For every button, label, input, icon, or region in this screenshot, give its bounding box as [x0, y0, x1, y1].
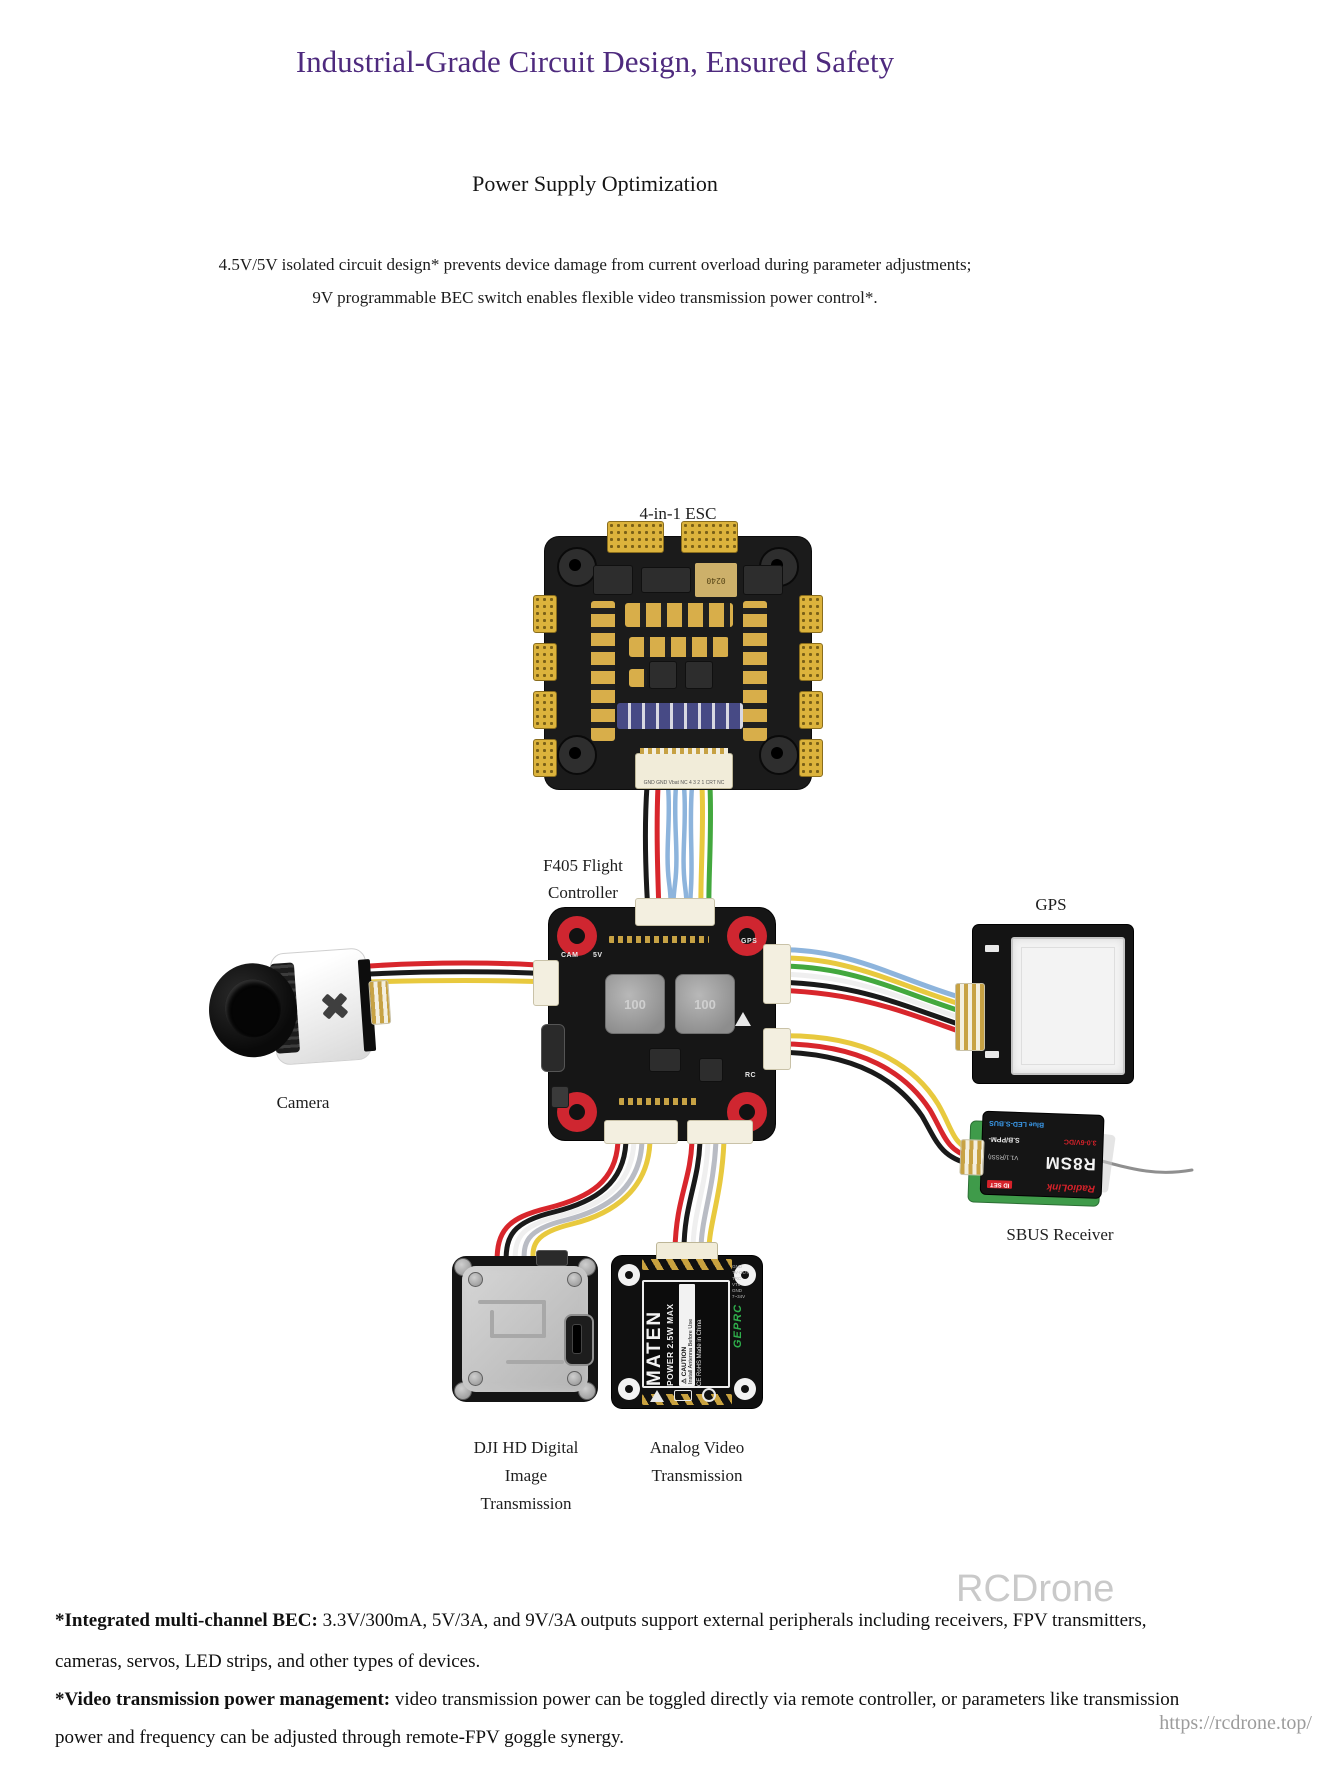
screw — [468, 1371, 483, 1386]
esc-capacitor-chip: 0240 — [695, 563, 737, 597]
wire-sbus-red — [772, 1044, 970, 1157]
esc-board — [545, 537, 811, 789]
screw — [468, 1272, 483, 1287]
id-set-badge: ID SET — [987, 1180, 1013, 1189]
dji-wire-connector — [536, 1250, 568, 1266]
esc-label: 4-in-1 ESC — [639, 504, 717, 523]
footnote-1-line1 — [55, 1610, 1305, 1632]
radiolink-logo: RadioLink — [1046, 1181, 1096, 1194]
mount-hole — [618, 1264, 640, 1286]
pin-label: 7~34V — [732, 1294, 746, 1299]
esc-mount-grommet — [759, 735, 799, 775]
mount-hole — [618, 1378, 640, 1400]
esc-fet-block — [593, 565, 633, 595]
dji-vtx-unit — [452, 1256, 598, 1402]
warning-triangle-icon — [650, 1390, 664, 1402]
wire-sbus-black — [772, 1052, 970, 1164]
model-label: R8SM — [1044, 1152, 1097, 1174]
wire-esc-blue-4 — [690, 786, 692, 912]
version-label: V1.1(RSSI) — [987, 1152, 1019, 1160]
wire-vtx-gray — [701, 1140, 716, 1250]
esc-driver-ic — [649, 661, 677, 689]
camera-label: Camera — [276, 1093, 330, 1112]
silk-gps-label: GPS — [741, 938, 758, 945]
intro-line-2: 9V programmable BEC switch enables flexible video transmission power control*. — [312, 288, 878, 307]
fc-arrow-logo — [735, 1012, 751, 1026]
fc-bottom-left-connector — [604, 1120, 678, 1144]
geprc-logo: GEPRC — [731, 1303, 744, 1349]
esc-side-header — [533, 595, 557, 633]
wire-vtx-white — [693, 1140, 708, 1250]
grommet-hole — [569, 1104, 585, 1120]
fc-rc-connector — [763, 1028, 791, 1070]
power-box-icon — [674, 1390, 692, 1401]
lens-glass — [223, 977, 283, 1039]
esc-side-header — [533, 691, 557, 729]
footnote-2-line1 — [55, 1689, 1305, 1711]
silk-5v-label: 5V — [593, 952, 603, 959]
watermark: RCDrone — [956, 1568, 1115, 1610]
wire-camera-yellow — [370, 981, 552, 983]
rf-signal-icon — [702, 1388, 716, 1402]
footnote-1-line2: cameras, servos, LED strips, and other types of devices. — [55, 1651, 481, 1672]
esc-pin-labels: GND GND Vbat NC 4 3 2 1 CRT NC — [643, 780, 725, 786]
fc-label-line2: Controller — [548, 883, 618, 902]
intro-line-1: 4.5V/5V isolated circuit design* prevents device damage from current overload during parameter adjustments; — [218, 255, 972, 274]
fpv-camera — [211, 940, 389, 1076]
gps-smd-part — [985, 945, 999, 952]
usb-c-port — [541, 1024, 565, 1072]
fc-inductor — [675, 974, 735, 1034]
gps-ceramic-antenna — [1011, 937, 1125, 1075]
section-title: Power Supply Optimization — [472, 171, 718, 196]
receiver-brand-row — [987, 1179, 1095, 1194]
inductor-label: 100 — [694, 996, 716, 1012]
receiver-connector — [959, 1139, 984, 1176]
gps-connector — [955, 983, 985, 1051]
vtx-label-line2: Transmission — [651, 1466, 743, 1485]
pin-label: VTx — [732, 1282, 741, 1287]
footnote-1-text: 3.3V/300mA, 5V/3A, and 9V/3A outputs support external peripherals including receivers, FPV transmitters, — [317, 1610, 1147, 1631]
wire-gps-white — [766, 974, 976, 1023]
dji-label-line2: Image — [504, 1466, 548, 1485]
esc-side-header — [799, 643, 823, 681]
receiver-model-row — [988, 1150, 1097, 1174]
wire-vtx-yellow — [709, 1140, 724, 1250]
antenna-inner-line — [1021, 947, 1115, 1065]
wire-dji-white — [515, 1138, 634, 1262]
wire-esc-yellow — [701, 786, 703, 912]
esc-mount-grommet — [557, 735, 597, 775]
dji-label-line3: Transmission — [480, 1494, 572, 1513]
wire-dji-gray — [524, 1138, 642, 1262]
esc-side-header — [799, 739, 823, 777]
castellation-strip — [642, 1259, 732, 1270]
mount-hole — [734, 1378, 756, 1400]
hole-center — [625, 1271, 633, 1279]
wire-gps-green — [766, 966, 976, 1016]
grommet-hole — [569, 559, 581, 571]
heatsink-groove — [506, 1360, 564, 1364]
vtx-power-label: POWER 2.5W MAX — [665, 1303, 675, 1386]
grommet-hole — [771, 747, 783, 759]
grommet-hole — [739, 1104, 755, 1120]
wire-dji-red — [497, 1138, 618, 1262]
wire-vtx-black — [684, 1140, 700, 1250]
gps-module — [973, 925, 1133, 1083]
wire-gps-blue — [766, 950, 976, 1002]
cert-label: CE RoHS Made in China — [697, 1319, 703, 1386]
inductor-label: 100 — [624, 996, 646, 1012]
fc-inductor — [605, 974, 665, 1034]
foxeer-x-logo — [318, 988, 352, 1022]
wire-sbus-yellow — [772, 1036, 970, 1150]
wire-gps-red — [766, 990, 976, 1037]
pin-label: GND — [732, 1264, 742, 1269]
fc-mount-grommet — [727, 916, 767, 956]
heatsink-groove — [490, 1310, 494, 1338]
vtx-label — [597, 1434, 797, 1490]
silk-rc-label: RC — [745, 1072, 757, 1079]
usb-c-slot — [572, 1324, 582, 1354]
fc-ic — [649, 1048, 681, 1072]
fc-gps-connector — [763, 944, 791, 1004]
esc-fet-block — [743, 565, 783, 595]
footnote-2-text: video transmission power can be toggled directly via remote controller, or parameters like transmission — [390, 1689, 1180, 1710]
esc-capacitor-column — [743, 601, 767, 741]
sbus-ppm-label: S.B/PPM- — [988, 1134, 1020, 1144]
esc-signal-connector — [635, 753, 733, 789]
footnote-2-lead: *Video transmission power management: — [55, 1689, 391, 1710]
esc-capacitor-column — [591, 601, 615, 741]
dji-label-line1: DJI HD Digital — [473, 1438, 579, 1457]
sbus-label: SBUS Receiver — [1006, 1225, 1114, 1244]
esc-driver-ic — [685, 661, 713, 689]
wire-dji-yellow — [533, 1138, 650, 1262]
vtx-name: MATEN — [644, 1309, 665, 1386]
boot-button — [551, 1086, 569, 1108]
esc-capacitor-row — [625, 603, 733, 627]
connector-pins — [640, 748, 728, 754]
fc-label — [483, 852, 683, 906]
footnote-2-line2: power and frequency can be adjusted through remote-FPV goggle synergy. — [55, 1727, 624, 1748]
wire-camera-red — [370, 963, 552, 966]
caution-icon: ⚠ — [681, 1378, 688, 1384]
wire-camera-black — [370, 972, 552, 974]
esc-side-header — [533, 643, 557, 681]
hole-center — [741, 1385, 749, 1393]
heatsink-groove — [478, 1300, 546, 1304]
wire-esc-green — [709, 786, 711, 912]
dji-label — [426, 1434, 626, 1518]
solder-pads — [609, 936, 709, 943]
esc-side-header — [799, 595, 823, 633]
solder-pads — [619, 1098, 699, 1105]
footnote-1-lead: *Integrated multi-channel BEC: — [55, 1610, 318, 1631]
pin-label: TV-OUT — [732, 1270, 749, 1275]
voltage-label: 3.0-6V/DC — [1063, 1137, 1097, 1146]
led-label: Blue LED-S.BUS — [989, 1118, 1045, 1128]
receiver-label-upside-down — [981, 1112, 1104, 1198]
screw — [567, 1272, 582, 1287]
vtx-sticker — [642, 1280, 730, 1388]
esc-capacitor-row — [629, 637, 729, 657]
vtx-sticker-rotated-text — [645, 1282, 723, 1386]
fc-bottom-right-connector — [687, 1120, 753, 1144]
fc-mount-grommet — [557, 916, 597, 956]
usb-c-port — [564, 1314, 594, 1366]
pin-label: GND — [732, 1288, 742, 1293]
esc-capacitor-row — [629, 669, 647, 687]
grommet-hole — [569, 928, 585, 944]
esc-mount-grommet — [557, 547, 597, 587]
sbus-receiver-module — [966, 1105, 1127, 1210]
vtx-pin-labels — [732, 1264, 749, 1299]
esc-fet-block — [641, 567, 691, 593]
hole-center — [625, 1385, 633, 1393]
receiver-spec-row — [989, 1135, 1097, 1146]
gps-smd-part — [985, 1051, 999, 1058]
fc-label-line1: F405 Flight — [543, 856, 623, 875]
silk-cam-label: CAM — [561, 952, 579, 959]
wire-gps-yellow — [766, 958, 976, 1009]
flight-controller-board — [549, 908, 775, 1140]
caution-label: CAUTION — [681, 1346, 688, 1377]
page-title: Industrial-Grade Circuit Design, Ensured Safety — [295, 44, 895, 79]
wire-gps-black — [766, 982, 976, 1030]
esc-capacitor-blue-row — [617, 703, 743, 729]
heatsink-groove — [490, 1334, 546, 1338]
caution-box — [679, 1284, 695, 1386]
camera-connector — [368, 980, 391, 1025]
pin-label: TRC — [732, 1276, 742, 1281]
screw — [567, 1371, 582, 1386]
heatsink-groove — [542, 1300, 546, 1338]
site-url: https://rcdrone.top/ — [1159, 1712, 1312, 1734]
wire-dji-black — [506, 1138, 626, 1262]
wire-esc-blue-3 — [684, 786, 687, 912]
analog-vtx-unit — [612, 1256, 762, 1408]
grommet-hole — [569, 747, 581, 759]
esc-side-header — [533, 739, 557, 777]
vtx-label-line1: Analog Video — [649, 1438, 745, 1457]
install-note: Install Antenna Before Use — [688, 1318, 694, 1384]
fc-ic — [699, 1058, 723, 1082]
fc-camera-connector — [533, 960, 559, 1006]
wire-vtx-red — [675, 1140, 692, 1250]
receiver-body — [981, 1112, 1104, 1198]
gps-label: GPS — [1035, 895, 1067, 914]
esc-side-header — [799, 691, 823, 729]
